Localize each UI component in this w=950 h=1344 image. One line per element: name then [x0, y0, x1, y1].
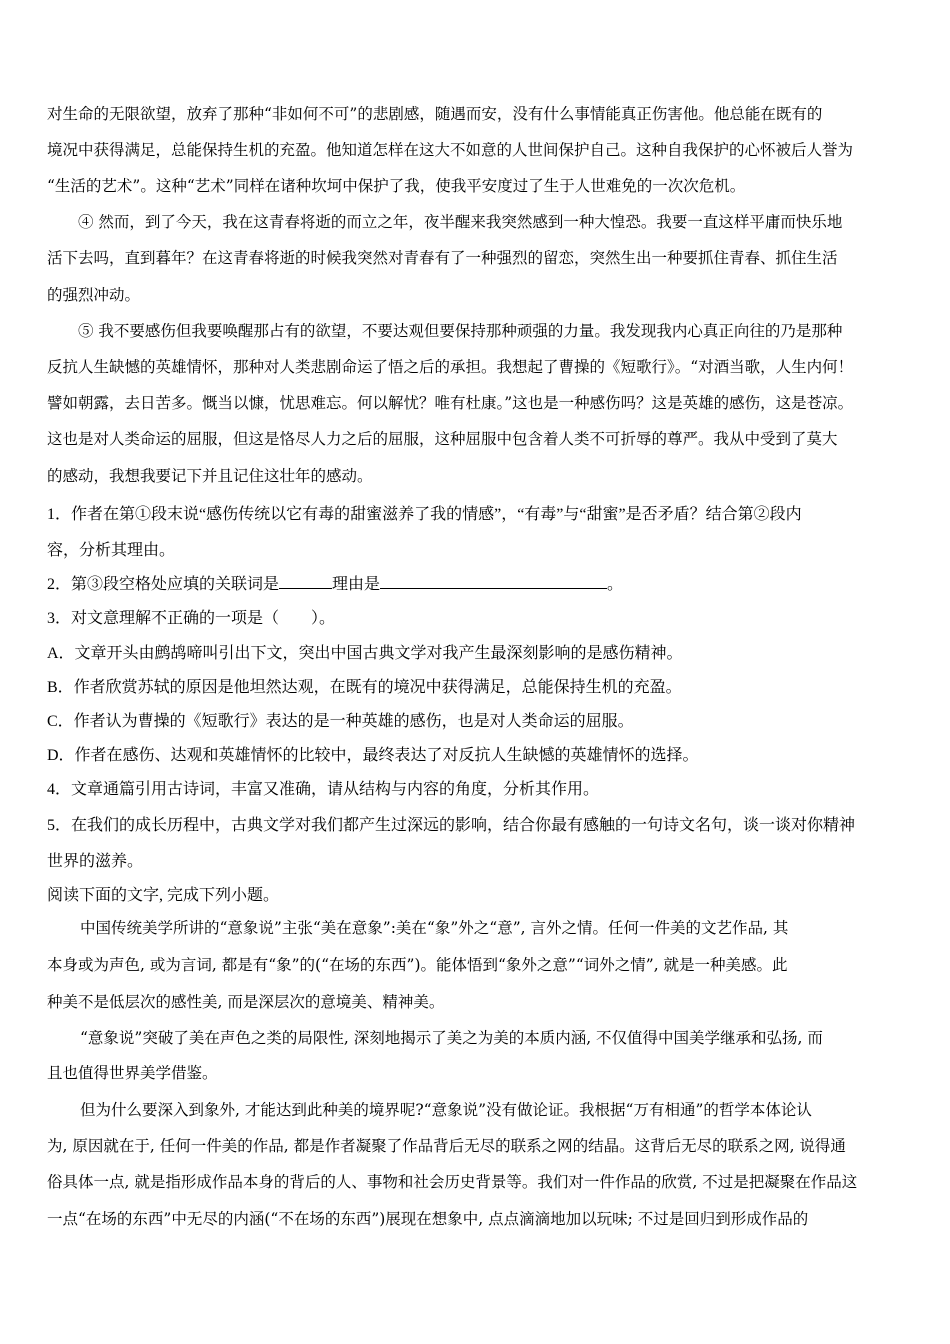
- question-4: 4．文章通篇引用古诗词，丰富又准确，请从结构与内容的角度，分析其作用。: [47, 781, 600, 798]
- option-a: A．文章开头由鹧鸪啼叫引出下文，突出中国古典文学对我产生最深刻影响的是感伤精神。: [47, 645, 683, 662]
- paragraph-line: 境况中获得满足，总能保持生机的充盈。他知道怎样在这大不如意的人世间保护自己。这种自我保护的心怀被后人誉为: [47, 141, 854, 159]
- passage-2-line: “意象说”突破了美在声色之类的局限性, 深刻地揭示了美之为美的本质内涵, 不仅值得中国美学继承和弘扬, 而: [80, 1029, 823, 1047]
- paragraph-5-line: 这也是对人类命运的屈服，但这是恪尽人力之后的屈服，这种屈服中包含着人类不可折辱的尊严。我从中受到了莫大: [47, 430, 838, 448]
- question-1: 1．作者在第①段末说“感伤传统以它有毒的甜蜜滋养了我的情感”，“有毒”与“甜蜜”是否矛盾？结合第②段内: [47, 506, 802, 523]
- answer-blank-reason[interactable]: [380, 574, 607, 589]
- passage-2-line: 本身或为声色, 或为言词, 都是有“象”的(“在场的东西”)。能体悟到“象外之意”“词外之情”, 就是一种美感。此: [47, 956, 788, 974]
- paragraph-5-line: ⑤ 我不要感伤但我要唤醒那占有的欲望，不要达观但要保持那种顽强的力量。我发现我内心真正向往的乃是那种: [78, 322, 843, 340]
- question-2: [47, 571, 623, 594]
- passage-2-line: 且也值得世界美学借鉴。: [47, 1064, 218, 1082]
- question-5: 5．在我们的成长历程中，古典文学对我们都产生过深远的影响，结合你最有感触的一句诗文名句，谈一谈对你精神: [47, 817, 856, 834]
- passage-2-line: 种美不是低层次的感性美, 而是深层次的意境美、精神美。: [47, 993, 445, 1011]
- paragraph-4-line: ④ 然而，到了今天，我在这青春将逝的而立之年，夜半醒来我突然感到一种大惶恐。我要一直这样平庸而快乐地: [78, 213, 843, 231]
- passage-2-line: 为, 原因就在于, 任何一件美的作品, 都是作者凝聚了作品背后无尽的联系之网的结晶。这背后无尽的联系之网, 说得通: [47, 1137, 846, 1155]
- option-b: B．作者欣赏苏轼的原因是他坦然达观，在既有的境况中获得满足，总能保持生机的充盈。: [47, 679, 682, 696]
- question-2-reason-label: 理由是: [332, 576, 381, 593]
- paragraph-5-line: 的感动，我想我要记下并且记住这壮年的感动。: [47, 467, 373, 485]
- question-5-continued: 世界的滋养。: [47, 853, 144, 870]
- question-2-period: 。: [607, 576, 624, 593]
- paragraph-4-line: 活下去吗，直到暮年？在这青春将逝的时候我突然对青春有了一种强烈的留恋，突然生出一种要抓住青春、抓住生活: [47, 249, 838, 267]
- passage-2-line: 中国传统美学所讲的“意象说”主张“美在意象”:美在“象”外之“意”, 言外之情。任何一件美的文艺作品, 其: [80, 919, 789, 937]
- option-d: D．作者在感伤、达观和英雄情怀的比较中，最终表达了对反抗人生缺憾的英雄情怀的选择。: [47, 747, 699, 764]
- paragraph-5-line: 譬如朝露，去日苦多。慨当以慷，忧思难忘。何以解忧？唯有杜康。”这也是一种感伤吗？这是英雄的感伤，这是苍凉。: [47, 394, 854, 412]
- paragraph-5-line: 反抗人生缺憾的英雄情怀，那种对人类悲剧命运了悟之后的承担。我想起了曹操的《短歌行》。“对酒当歌，人生内何！: [47, 358, 854, 376]
- passage-2-line: 俗具体一点, 就是指形成作品本身的背后的人、事物和社会历史背景等。我们对一件作品的欣赏, 不过是把凝聚在作品这: [47, 1173, 858, 1191]
- answer-blank-connective[interactable]: [279, 574, 332, 589]
- option-c: C．作者认为曹操的《短歌行》表达的是一种英雄的感伤，也是对人类命运的屈服。: [47, 713, 634, 730]
- paragraph-4-line: 的强烈冲动。: [47, 286, 141, 304]
- paragraph-line: 对生命的无限欲望，放弃了那种“非如何不可”的悲剧感，随遇而安，没有什么事情能真正伤害他。他总能在既有的: [47, 105, 823, 123]
- reading-instruction: 阅读下面的文字, 完成下列小题。: [47, 887, 280, 904]
- paragraph-line: “生活的艺术”。这种“艺术”同样在诸种坎坷中保护了我，使我平安度过了生于人世难免的一次次危机。: [47, 177, 746, 195]
- question-1-continued: 容，分析其理由。: [47, 542, 176, 559]
- passage-2-line: 但为什么要深入到象外, 才能达到此种美的境界呢?“意象说”没有做论证。我根据“万有相通”的哲学本体论认: [80, 1101, 812, 1119]
- passage-2-line: 一点“在场的东西”中无尽的内涵(“不在场的东西”)展现在想象中, 点点滴滴地加以玩味; 不过是回归到形成作品的: [47, 1210, 809, 1228]
- question-3: 3．对文意理解不正确的一项是（ ）。: [47, 610, 336, 627]
- question-2-prompt: 2．第③段空格处应填的关联词是: [47, 576, 280, 593]
